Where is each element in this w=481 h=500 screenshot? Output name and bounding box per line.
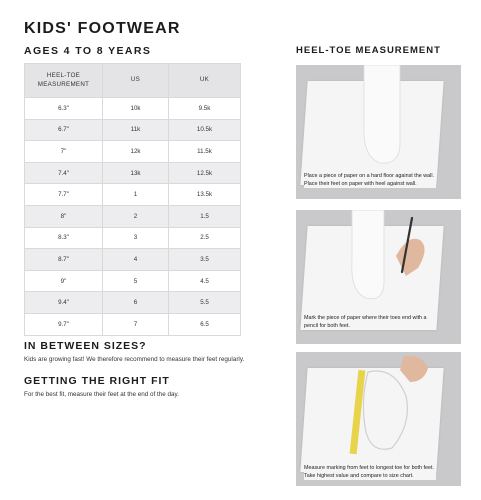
cell-us: 7 [103,313,169,335]
cell-heel-toe: 9" [25,270,103,292]
size-chart-table [24,63,241,336]
in-between-sizes-heading: IN BETWEEN SIZES? [24,340,147,352]
heel-toe-measurement-heading: HEEL-TOE MEASUREMENT [296,45,441,56]
step-2-photo [296,210,461,344]
table-row [25,313,241,335]
table-row [25,98,241,120]
cell-us: 1 [103,184,169,206]
cell-uk: 12.5k [169,162,241,184]
cell-uk: 5.5 [169,292,241,314]
cell-heel-toe: 6.3" [25,98,103,120]
table-row [25,227,241,249]
table-row [25,162,241,184]
cell-us: 13k [103,162,169,184]
cell-us: 6 [103,292,169,314]
cell-uk: 1.5 [169,205,241,227]
cell-heel-toe: 7.7" [25,184,103,206]
cell-heel-toe: 8.3" [25,227,103,249]
right-fit-heading: GETTING THE RIGHT FIT [24,375,170,387]
col-header-uk: UK [169,64,241,98]
cell-heel-toe: 9.4" [25,292,103,314]
cell-heel-toe: 7" [25,141,103,163]
cell-uk: 13.5k [169,184,241,206]
cell-us: 3 [103,227,169,249]
table-header-row [25,64,241,98]
cell-us: 4 [103,249,169,271]
col-header-heel-toe: HEEL-TOE MEASUREMENT [25,64,103,98]
cell-uk: 6.5 [169,313,241,335]
cell-heel-toe: 8.7" [25,249,103,271]
right-fit-text: For the best fit, measure their feet at the end of the day. [24,391,179,398]
step-3-caption: Measure marking from feet to longest toe for both feet. Take highest value and compare to size chart. [304,465,435,480]
step-2-caption: Mark the piece of paper where their toes end with a pencil for both feet. [304,314,436,330]
cell-uk: 2.5 [169,227,241,249]
cell-heel-toe: 6.7" [25,119,103,141]
cell-uk: 3.5 [169,249,241,271]
table-row [25,141,241,163]
cell-heel-toe: 9.7" [25,313,103,335]
col-header-us: US [103,64,169,98]
table-row [25,205,241,227]
step-1-photo [296,65,461,199]
in-between-sizes-text: Kids are growing fast! We therefore recommend to measure their feet regularly. [24,356,245,363]
cell-us: 2 [103,205,169,227]
cell-us: 10k [103,98,169,120]
step-3-photo [296,352,461,486]
age-range-subtitle: AGES 4 TO 8 YEARS [24,45,152,57]
cell-heel-toe: 8" [25,205,103,227]
table-row [25,184,241,206]
step-1-caption: Place a piece of paper on a hard floor against the wall. Place their feet on paper with heel against wall. [304,173,435,188]
cell-uk: 10.5k [169,119,241,141]
page-title: KIDS' FOOTWEAR [24,20,181,37]
cell-heel-toe: 7.4" [25,162,103,184]
cell-us: 12k [103,141,169,163]
table-row [25,249,241,271]
table-row [25,119,241,141]
table-row [25,292,241,314]
cell-us: 11k [103,119,169,141]
cell-uk: 11.5k [169,141,241,163]
cell-uk: 4.5 [169,270,241,292]
cell-uk: 9.5k [169,98,241,120]
table-row [25,270,241,292]
cell-us: 5 [103,270,169,292]
